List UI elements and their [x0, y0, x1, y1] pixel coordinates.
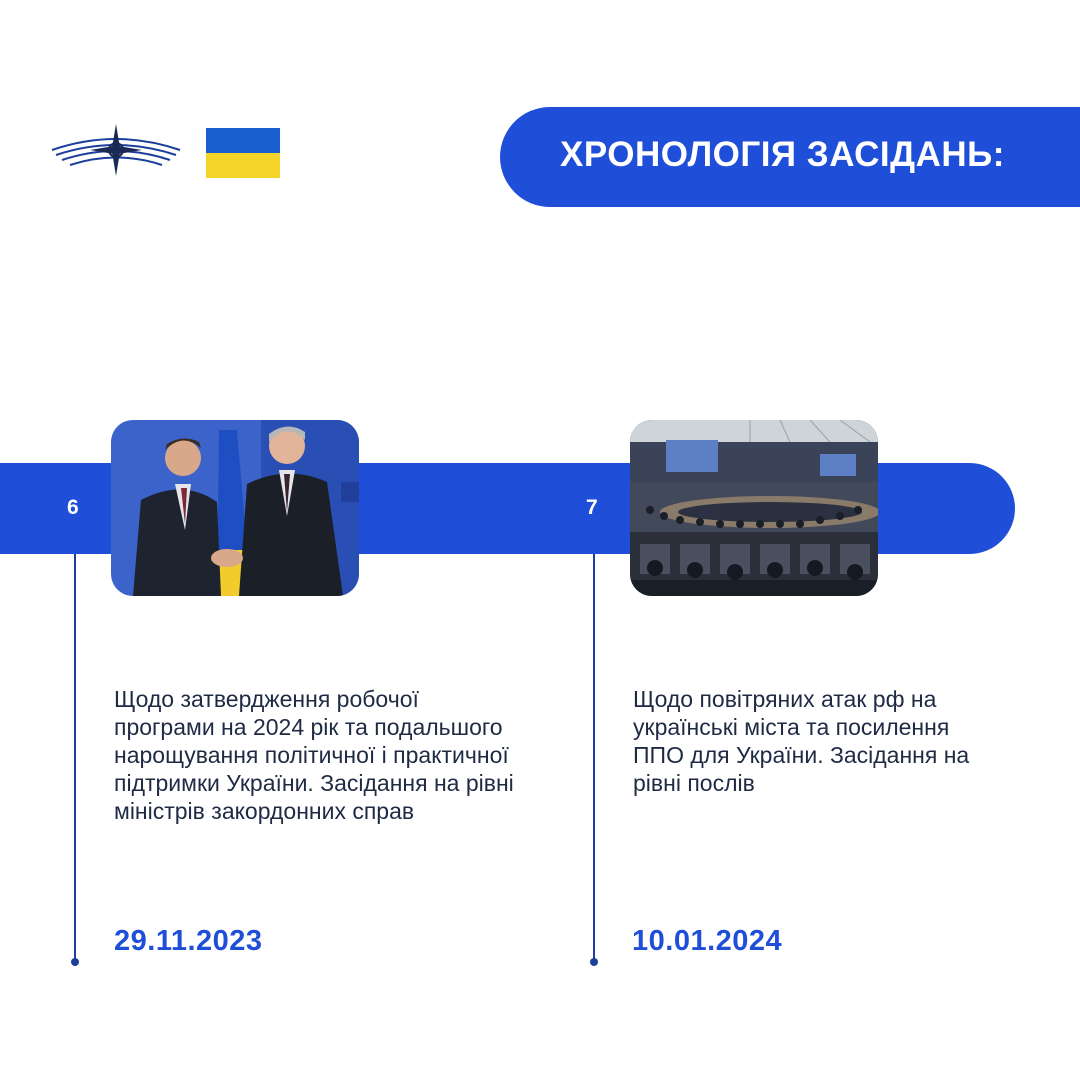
timeline-number-6: 6: [67, 496, 79, 519]
handshake-photo: [111, 420, 359, 596]
timeline-dot-7: [590, 958, 598, 966]
page-title: ХРОНОЛОГІЯ ЗАСІДАНЬ:: [560, 135, 1005, 174]
timeline-description-7: Щодо повітряних атак рф на українські міста та посилення ППО для України. Засідання на рівні послів: [633, 686, 970, 796]
timeline-line-6: [74, 554, 76, 962]
ukraine-flag-icon: [206, 128, 280, 178]
timeline-dot-6: [71, 958, 79, 966]
meeting-hall-photo: [630, 420, 878, 596]
timeline-line-7: [593, 554, 595, 962]
timeline-date-7: 10.01.2024: [632, 925, 783, 957]
timeline-number-7: 7: [586, 496, 598, 519]
timeline-description-6: Щодо затвердження робочої програми на 2024 рік та подальшого нарощування політичної і практичної підтримки України. Засідання на рівні міністрів закордонних справ: [114, 686, 514, 824]
timeline-date-6: 29.11.2023: [114, 925, 263, 957]
nato-ukraine-emblem-icon: [48, 120, 184, 180]
